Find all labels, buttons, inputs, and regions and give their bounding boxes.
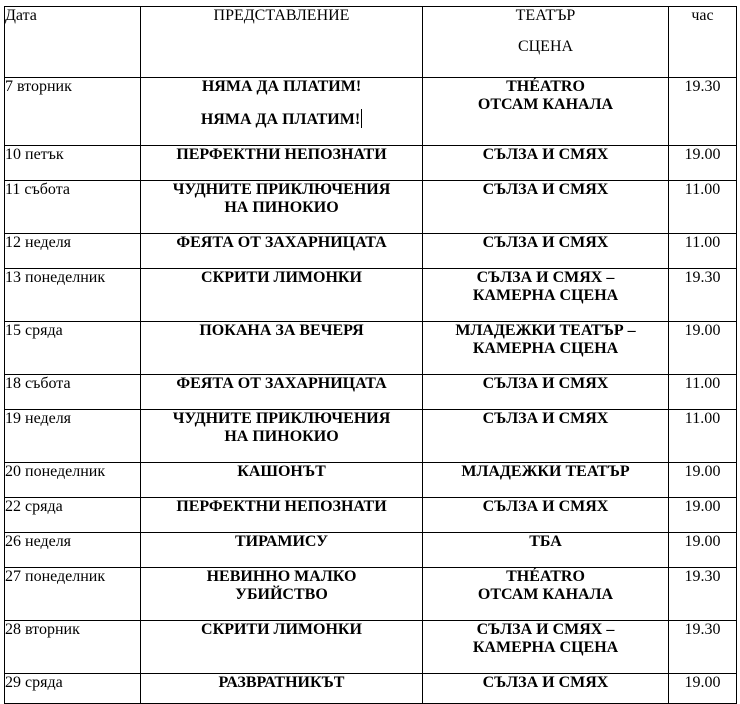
date-cell: 27 понеделник	[5, 568, 141, 621]
date-cell: 15 сряда	[5, 322, 141, 375]
time-cell: 11.00	[669, 410, 737, 463]
theatre-cell: СЪЛЗА И СМЯХ – КАМЕРНА СЦЕНА	[423, 269, 669, 322]
time-cell: 11.00	[669, 234, 737, 269]
table-row	[5, 146, 737, 181]
theatre-cell: СЪЛЗА И СМЯХ	[423, 181, 669, 234]
time-cell: 19.00	[669, 146, 737, 181]
date-cell: 10 петък	[5, 146, 141, 181]
table-row	[5, 322, 737, 375]
date-cell: 13 понеделник	[5, 269, 141, 322]
table-row	[5, 375, 737, 410]
show-cell: ПЕРФЕКТНИ НЕПОЗНАТИ	[141, 146, 423, 181]
date-cell: 29 сряда	[5, 674, 141, 704]
date-cell: 11 събота	[5, 181, 141, 234]
show-cell: НЕВИННО МАЛКО УБИЙСТВО	[141, 568, 423, 621]
table-row	[5, 181, 737, 234]
time-cell: 11.00	[669, 375, 737, 410]
table-row	[5, 621, 737, 674]
show-cell: РАЗВРАТНИКЪТ	[141, 674, 423, 704]
date-cell: 12 неделя	[5, 234, 141, 269]
table-row	[5, 674, 737, 704]
theatre-cell: THÉATRO ОТСАМ КАНАЛА	[423, 568, 669, 621]
theatre-cell: ТБА	[423, 533, 669, 568]
show-cell: СКРИТИ ЛИМОНКИ	[141, 269, 423, 322]
time-cell: 19.00	[669, 674, 737, 704]
header-theatre-line1: ТЕАТЪР	[515, 7, 576, 24]
table-row	[5, 498, 737, 533]
theatre-cell: СЪЛЗА И СМЯХ	[423, 674, 669, 704]
time-cell: 19.00	[669, 463, 737, 498]
theatre-cell: СЪЛЗА И СМЯХ – КАМЕРНА СЦЕНА	[423, 621, 669, 674]
show-cell: ЧУДНИТЕ ПРИКЛЮЧЕНИЯ НА ПИНОКИО	[141, 410, 423, 463]
time-cell: 19.00	[669, 533, 737, 568]
table-row	[5, 533, 737, 568]
header-time: час	[669, 7, 737, 78]
time-cell: 11.00	[669, 181, 737, 234]
show-cell: ТИРАМИСУ	[141, 533, 423, 568]
header-show: ПРЕДСТАВЛЕНИЕ	[141, 7, 423, 78]
table-row	[5, 269, 737, 322]
table-row	[5, 463, 737, 498]
show-title: НЯМА ДА ПЛАТИМ!	[201, 78, 362, 95]
show-cell: СКРИТИ ЛИМОНКИ	[141, 621, 423, 674]
schedule-table	[4, 6, 737, 704]
date-cell: 28 вторник	[5, 621, 141, 674]
date-cell: 7 вторник	[5, 78, 141, 146]
header-date: Дата	[5, 7, 141, 78]
show-cell: ПЕРФЕКТНИ НЕПОЗНАТИ	[141, 498, 423, 533]
header-theatre-line2: СЦЕНА	[517, 38, 574, 55]
date-cell: 19 неделя	[5, 410, 141, 463]
text-cursor	[361, 109, 362, 128]
theatre-cell: СЪЛЗА И СМЯХ	[423, 410, 669, 463]
time-cell: 19.00	[669, 322, 737, 375]
table-row	[5, 234, 737, 269]
time-cell: 19.30	[669, 269, 737, 322]
time-cell: 19.30	[669, 78, 737, 146]
show-cell	[141, 78, 423, 146]
theatre-cell: МЛАДЕЖКИ ТЕАТЪР – КАМЕРНА СЦЕНА	[423, 322, 669, 375]
show-cell: КАШОНЪТ	[141, 463, 423, 498]
header-theatre	[423, 7, 669, 78]
table-row	[5, 410, 737, 463]
show-cell: ФЕЯТА ОТ ЗАХАРНИЦАТА	[141, 234, 423, 269]
header-row	[5, 7, 737, 78]
show-cell: ФЕЯТА ОТ ЗАХАРНИЦАТА	[141, 375, 423, 410]
time-cell: 19.00	[669, 498, 737, 533]
date-cell: 20 понеделник	[5, 463, 141, 498]
date-cell: 18 събота	[5, 375, 141, 410]
theatre-cell: THÉATRO ОТСАМ КАНАЛА	[423, 78, 669, 146]
date-cell: 26 неделя	[5, 533, 141, 568]
theatre-cell: МЛАДЕЖКИ ТЕАТЪР	[423, 463, 669, 498]
table-row	[5, 78, 737, 146]
theatre-cell: СЪЛЗА И СМЯХ	[423, 375, 669, 410]
show-title-repeat: НЯМА ДА ПЛАТИМ!	[200, 111, 361, 128]
theatre-cell: СЪЛЗА И СМЯХ	[423, 234, 669, 269]
table-row	[5, 568, 737, 621]
date-cell: 22 сряда	[5, 498, 141, 533]
show-cell: ПОКАНА ЗА ВЕЧЕРЯ	[141, 322, 423, 375]
theatre-cell: СЪЛЗА И СМЯХ	[423, 498, 669, 533]
time-cell: 19.30	[669, 621, 737, 674]
time-cell: 19.30	[669, 568, 737, 621]
show-cell: ЧУДНИТЕ ПРИКЛЮЧЕНИЯ НА ПИНОКИО	[141, 181, 423, 234]
theatre-cell: СЪЛЗА И СМЯХ	[423, 146, 669, 181]
